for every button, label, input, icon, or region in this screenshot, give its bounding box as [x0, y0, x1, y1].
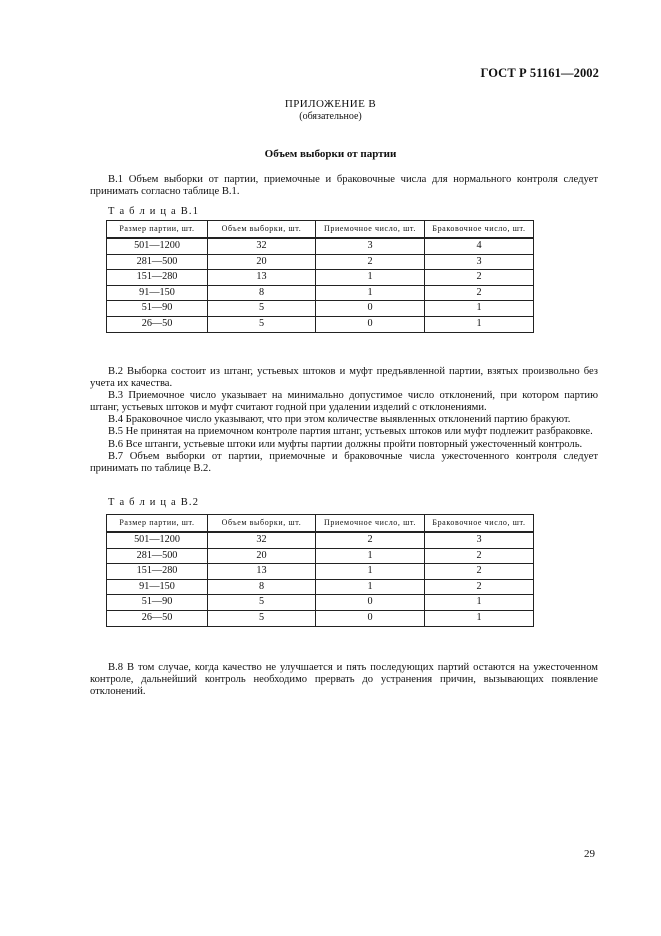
table-cell: 2	[425, 564, 534, 580]
table-row	[107, 238, 534, 254]
section-title: Объем выборки от партии	[264, 148, 397, 160]
table-b2	[106, 514, 534, 627]
table-row	[107, 270, 534, 286]
table-cell: 5	[208, 301, 316, 317]
table-cell: 2	[425, 270, 534, 286]
table-cell: 1	[425, 610, 534, 626]
table-header-cell: Размер партии, шт.	[107, 221, 208, 239]
table-row	[107, 316, 534, 332]
table-row	[107, 610, 534, 626]
table-header-cell: Объем выборки, шт.	[208, 221, 316, 239]
table-cell: 2	[316, 532, 425, 548]
table2-caption: Т а б л и ц а В.2	[108, 497, 200, 508]
table-b1	[106, 220, 534, 333]
table-cell: 151—280	[107, 270, 208, 286]
table-cell: 501—1200	[107, 532, 208, 548]
paragraph-b4: В.4 Браковочное число указывают, что при этом количестве выявленных отклонений партию бракуют.	[108, 414, 571, 426]
table-header-row	[107, 515, 534, 533]
appendix-title: ПРИЛОЖЕНИЕ В	[284, 98, 377, 110]
table-cell: 20	[208, 254, 316, 270]
paragraph-b1-text: В.1 Объем выборки от партии, приемочные и браковочные числа для нормального контроля следует принимать согласно таблице В.1.	[90, 174, 598, 198]
table-cell: 32	[208, 532, 316, 548]
table-cell: 0	[316, 316, 425, 332]
table-row	[107, 564, 534, 580]
table-cell: 91—150	[107, 579, 208, 595]
table-row	[107, 579, 534, 595]
table-header-cell: Размер партии, шт.	[107, 515, 208, 533]
table-cell: 1	[425, 595, 534, 611]
table-cell: 281—500	[107, 254, 208, 270]
table-cell: 2	[425, 285, 534, 301]
table-cell: 1	[316, 548, 425, 564]
table-cell: 32	[208, 238, 316, 254]
table-cell: 151—280	[107, 564, 208, 580]
table-cell: 26—50	[107, 610, 208, 626]
table-cell: 0	[316, 610, 425, 626]
table-cell: 5	[208, 610, 316, 626]
paragraph-b3: В.3 Приемочное число указывает на минимально допустимое число отклонений, при котором партию штанг, устьевых штоков и муфт считают годной при удалении изделий с отклонениями.	[90, 390, 598, 414]
table-cell: 1	[316, 270, 425, 286]
paragraph-b5: В.5 Не принятая на приемочном контроле партия штанг, устьевых штоков или муфт подлежит разбраковке.	[108, 426, 593, 438]
table-row	[107, 301, 534, 317]
table-header-cell: Приемочное число, шт.	[316, 515, 425, 533]
table-header-cell: Объем выборки, шт.	[208, 515, 316, 533]
table-cell: 4	[425, 238, 534, 254]
table-cell: 51—90	[107, 595, 208, 611]
table-cell: 1	[316, 564, 425, 580]
paragraph-b8-block	[90, 662, 598, 698]
table-cell: 20	[208, 548, 316, 564]
table-cell: 91—150	[107, 285, 208, 301]
table-cell: 501—1200	[107, 238, 208, 254]
table-row	[107, 254, 534, 270]
table-row	[107, 548, 534, 564]
table-cell: 0	[316, 595, 425, 611]
table-cell: 5	[208, 595, 316, 611]
paragraph-b7: В.7 Объем выборки от партии, приемочные и браковочные числа ужесточенного контроля следует принимать по таблице В.2.	[90, 450, 598, 474]
table-cell: 2	[316, 254, 425, 270]
table-cell: 0	[316, 301, 425, 317]
table-cell: 51—90	[107, 301, 208, 317]
paragraph-b8: В.8 В том случае, когда качество не улучшается и пять последующих партий остаются на ужесточенном контроле, дальнейший контроль необходимо прервать до устранения причин, вызывающих появление отклонений.	[90, 662, 598, 698]
table-cell: 5	[208, 316, 316, 332]
table-cell: 1	[425, 301, 534, 317]
table-cell: 1	[316, 285, 425, 301]
table-cell: 2	[425, 579, 534, 595]
table1-caption: Т а б л и ц а В.1	[108, 206, 200, 217]
middle-paragraphs	[90, 366, 598, 475]
table-cell: 13	[208, 270, 316, 286]
paragraph-b2: В.2 Выборка состоит из штанг, устьевых штоков и муфт предъявленной партии, взятых произвольно без учета их качества.	[90, 366, 598, 390]
table-header-cell: Приемочное число, шт.	[316, 221, 425, 239]
standard-designation: ГОСТ Р 51161—2002	[480, 66, 599, 80]
table-cell: 281—500	[107, 548, 208, 564]
table-cell: 8	[208, 579, 316, 595]
table-cell: 26—50	[107, 316, 208, 332]
table-row	[107, 595, 534, 611]
table-header-cell: Браковочное число, шт.	[425, 221, 534, 239]
paragraph-b6: В.6 Все штанги, устьевые штоки или муфты партии должны пройти повторный ужесточенный контроль.	[108, 438, 583, 450]
table-header-cell: Браковочное число, шт.	[425, 515, 534, 533]
table-row	[107, 285, 534, 301]
paragraph-b1	[90, 174, 598, 198]
table-cell: 2	[425, 548, 534, 564]
table-cell: 1	[316, 579, 425, 595]
page-number: 29	[584, 848, 595, 860]
table-row	[107, 532, 534, 548]
table-header-row	[107, 221, 534, 239]
table-cell: 3	[425, 254, 534, 270]
table-cell: 3	[316, 238, 425, 254]
table-cell: 8	[208, 285, 316, 301]
table-cell: 1	[425, 316, 534, 332]
table-cell: 3	[425, 532, 534, 548]
table-cell: 13	[208, 564, 316, 580]
appendix-subtitle: (обязательное)	[299, 111, 362, 122]
